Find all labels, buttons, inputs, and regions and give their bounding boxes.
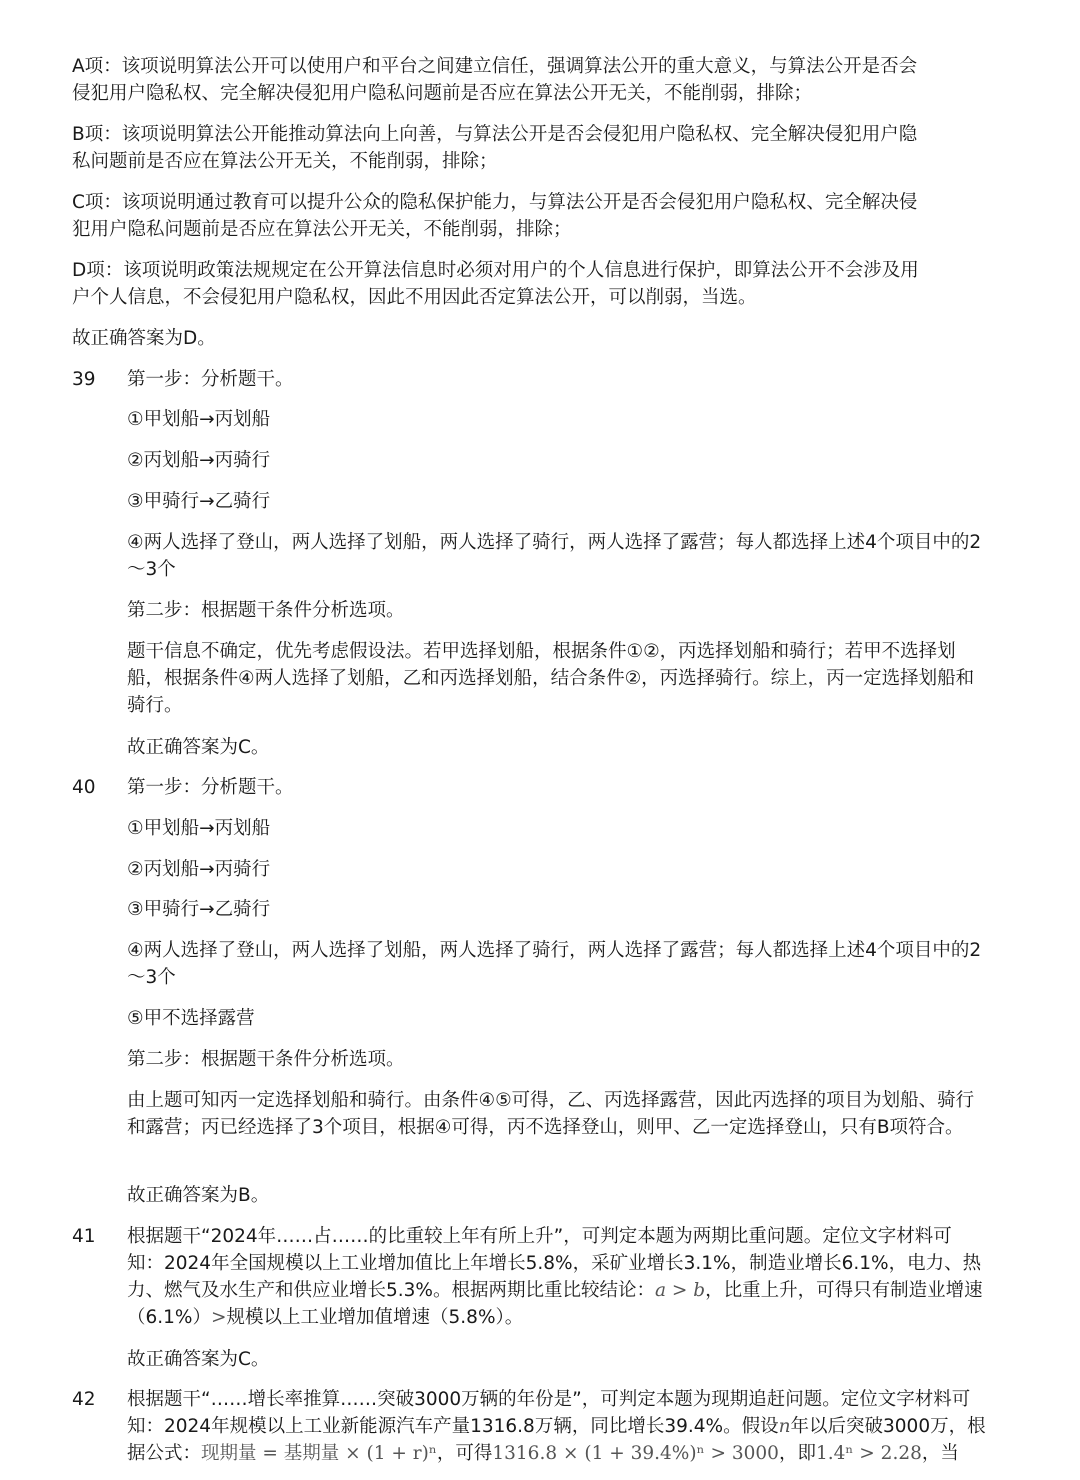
q42-number: 42 (72, 1389, 96, 1410)
q40-condition-5: ⑤甲不选择露营 (127, 1008, 255, 1029)
q42-text-e: ，当 (921, 1443, 959, 1464)
option-c-analysis: C项：该项说明通过教育可以提升公众的隐私保护能力，与算法公开是否会侵犯用户隐私权、完全解决侵犯用户隐私问题前是否应在算法公开无关，不能削弱，排除； (72, 192, 918, 240)
q40-step2: 第二步：根据题干条件分析选项。 (127, 1049, 405, 1070)
q39-condition-3: ③甲骑行→乙骑行 (127, 491, 271, 512)
q41-number: 41 (72, 1226, 96, 1247)
q39-step2: 第二步：根据题干条件分析选项。 (127, 600, 405, 621)
q41-text-c: 规模以上工业增加值增速（5.8%）。 (226, 1307, 524, 1328)
q40-step1: 第一步：分析题干。 (127, 777, 294, 798)
q39-condition-1: ①甲划船→丙划船 (127, 409, 271, 430)
q42-formula-simplified: 1.4ⁿ > 2.28 (815, 1443, 922, 1464)
option-a-analysis: A项：该项说明算法公开可以使用户和平台之间建立信任，强调算法公开的重大意义，与算法公开是否会侵犯用户隐私权、完全解决侵犯用户隐私问题前是否应在算法公开无关，不能削弱，排除； (72, 56, 918, 104)
q41-text-b: ，比重上升，可得只有制造业增速（6.1%） (127, 1280, 983, 1328)
q39-condition-4: ④两人选择了登山，两人选择了划船，两人选择了骑行，两人选择了露营；每人都选择上述4个项目中的2～3个 (127, 532, 982, 580)
q42-variable-n: n (778, 1416, 791, 1437)
q41-formula: a > b (655, 1280, 706, 1301)
q41-text-a: 根据题干“2024年……占……的比重较上年有所上升”，可判定本题为两期比重问题。定位文字材料可知：2024年全国规模以上工业增加值比上年增长5.8%，采矿业增长3.1%，制造业增长6.1%，电力、热力、燃气及水生产和供应业增长5.3%。根据两期比重比较结论： (127, 1226, 982, 1301)
q42-text-a: 根据题干“……增长率推算……突破3000万辆的年份是”，可判定本题为现期追赶问题。定位文字材料可知：2024年规模以上工业新能源汽车产量1316.8万辆，同比增长39.4%。假设 (127, 1389, 971, 1437)
q40-condition-3: ③甲骑行→乙骑行 (127, 899, 271, 920)
q40-condition-1: ①甲划船→丙划船 (127, 818, 271, 839)
q40-condition-2: ②丙划船→丙骑行 (127, 859, 271, 880)
q42-formula-general: 现期量 = 基期量 × (1 + r)ⁿ (201, 1443, 437, 1464)
q42-formula-inequality: 1316.8 × (1 + 39.4%)ⁿ > 3000 (492, 1443, 779, 1464)
q42-text-c: ，可得 (436, 1443, 493, 1464)
q39-number: 39 (72, 369, 96, 390)
q40-number: 40 (72, 777, 96, 798)
option-d-analysis: D项：该项说明政策法规规定在公开算法信息时必须对用户的个人信息进行保护，即算法公开不会涉及用户个人信息，不会侵犯用户隐私权，因此不用因此否定算法公开，可以削弱，当选。 (72, 260, 919, 308)
q39-step1: 第一步：分析题干。 (127, 369, 294, 390)
q41-analysis (127, 1223, 987, 1331)
q39-answer: 故正确答案为C。 (127, 737, 270, 758)
q42-text-b: 年以后突破3000万，根据公式： (127, 1416, 986, 1464)
q39-analysis: 题干信息不确定，优先考虑假设法。若甲选择划船，根据条件①②，丙选择划船和骑行；若甲不选择划船，根据条件④两人选择了划船，乙和丙选择划船，结合条件②，丙选择骑行。综上，丙一定选择划船和骑行。 (127, 641, 975, 716)
option-b-analysis: B项：该项说明算法公开能推动算法向上向善，与算法公开是否会侵犯用户隐私权、完全解决侵犯用户隐私问题前是否应在算法公开无关，不能削弱，排除； (72, 124, 918, 172)
q41-answer: 故正确答案为C。 (127, 1349, 270, 1370)
q38-answer: 故正确答案为D。 (72, 328, 216, 349)
q42-analysis (127, 1386, 987, 1467)
q40-answer: 故正确答案为B。 (127, 1185, 270, 1206)
q42-text-d: ，即 (778, 1443, 816, 1464)
q39-condition-2: ②丙划船→丙骑行 (127, 450, 271, 471)
q41-greater-than: > (211, 1307, 227, 1328)
q40-condition-4: ④两人选择了登山，两人选择了划船，两人选择了骑行，两人选择了露营；每人都选择上述4个项目中的2～3个 (127, 940, 982, 988)
q40-analysis: 由上题可知丙一定选择划船和骑行。由条件④⑤可得，乙、丙选择露营，因此丙选择的项目为划船、骑行和露营；丙已经选择了3个项目，根据④可得，丙不选择登山，则甲、乙一定选择登山，只有B项符合。 (127, 1090, 975, 1138)
